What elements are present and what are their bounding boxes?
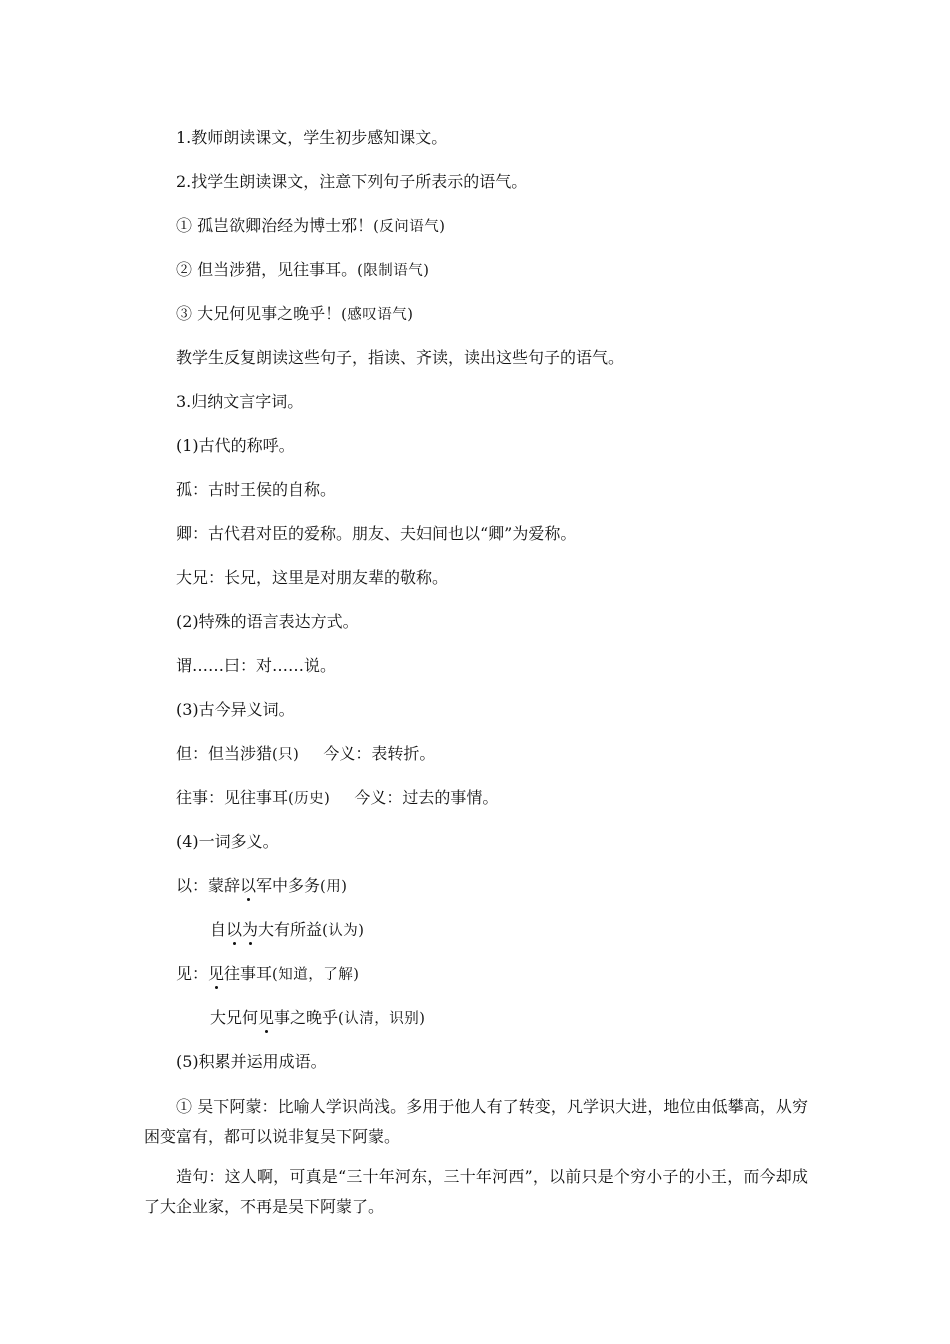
sentence-2: [176, 260, 429, 281]
polysemy-yi-1-pre: 以：蒙辞: [176, 876, 241, 895]
term-dan-note: (只): [272, 747, 300, 763]
term-qing: 卿：古代君对臣的爱称。朋友、夫妇间也以“卿”为爱称。: [176, 524, 577, 543]
polysemy-yi-1-note: (用): [320, 879, 348, 895]
section-1-heading: (1)古代的称呼。: [176, 436, 295, 455]
sentence-3-text: ③ 大兄何见事之晚乎！: [176, 304, 342, 323]
polysemy-jian-1: [176, 964, 359, 985]
emphasis-dot-char: 以: [240, 876, 257, 895]
polysemy-yi-1: [176, 876, 347, 897]
polysemy-jian-2: [210, 1008, 425, 1029]
polysemy-yi-2: [210, 920, 364, 941]
emphasis-dot-char: 为: [242, 920, 259, 939]
emphasis-dot-char: 见: [258, 1008, 275, 1027]
polysemy-jian-1-pre: 见：: [176, 964, 209, 983]
section-3-heading: (3)古今异义词。: [176, 700, 295, 719]
sentence-3: [176, 304, 413, 325]
sentence-2-text: ② 但当涉猎，见往事耳。: [176, 260, 358, 279]
reading-instruction: 教学生反复朗读这些句子，指读、齐读，读出这些句子的语气。: [176, 348, 625, 367]
section-2-heading: (2)特殊的语言表达方式。: [176, 612, 359, 631]
step-3: 3.归纳文言字词。: [176, 392, 304, 411]
term-dan-modern: 今义：表转折。: [323, 744, 436, 763]
sentence-2-note: (限制语气): [357, 263, 430, 279]
polysemy-jian-2-pre: 大兄何: [210, 1008, 259, 1027]
example-sentence-paragraph: 造句：这人啊，可真是“三十年河东，三十年河西”，以前只是个穷小子的小王，而今却成了大企业家，不再是吴下阿蒙了。: [144, 1167, 808, 1216]
term-wangshi-modern: 今义：过去的事情。: [354, 788, 499, 807]
idiom-paragraph: ① 吴下阿蒙：比喻人学识尚浅。多用于他人有了转变，凡学识大进，地位由低攀高，从穷困变富有，都可以说非复吴下阿蒙。: [144, 1097, 808, 1146]
polysemy-yi-2-post: 大有所益: [258, 920, 323, 939]
section-4-heading: (4)一词多义。: [176, 832, 279, 851]
term-daxiong: 大兄：长兄，这里是对朋友辈的敬称。: [176, 568, 449, 587]
term-wangshi-note: (历史): [288, 791, 331, 807]
term-gu: 孤：古时王侯的自称。: [176, 480, 337, 499]
sentence-1-text: ① 孤岂欲卿治经为博士邪！: [176, 216, 374, 235]
polysemy-jian-1-note: (知道，了解): [272, 967, 360, 983]
sentence-1-note: (反问语气): [373, 219, 446, 235]
term-dan: [176, 744, 435, 765]
polysemy-jian-1-post: 往事耳: [224, 964, 273, 983]
term-wangshi: [176, 788, 498, 809]
polysemy-jian-2-note: (认清，识别): [338, 1011, 426, 1027]
polysemy-yi-1-post: 军中多务: [256, 876, 321, 895]
polysemy-yi-2-pre: 自: [210, 920, 227, 939]
sentence-3-note: (感叹语气): [341, 307, 414, 323]
term-wei-yue: 谓……曰：对……说。: [176, 656, 337, 675]
step-1: 1.教师朗读课文，学生初步感知课文。: [176, 128, 448, 147]
term-wangshi-ancient: 往事：见往事耳: [176, 788, 289, 807]
term-dan-ancient: 但：但当涉猎: [176, 744, 273, 763]
section-5-heading: (5)积累并运用成语。: [176, 1052, 327, 1071]
emphasis-dot-char: 以: [226, 920, 243, 939]
polysemy-jian-2-post: 事之晚乎: [274, 1008, 339, 1027]
emphasis-dot-char: 见: [208, 964, 225, 983]
polysemy-yi-2-note: (认为): [322, 923, 365, 939]
step-2: 2.找学生朗读课文，注意下列句子所表示的语气。: [176, 172, 528, 191]
sentence-1: [176, 216, 445, 237]
